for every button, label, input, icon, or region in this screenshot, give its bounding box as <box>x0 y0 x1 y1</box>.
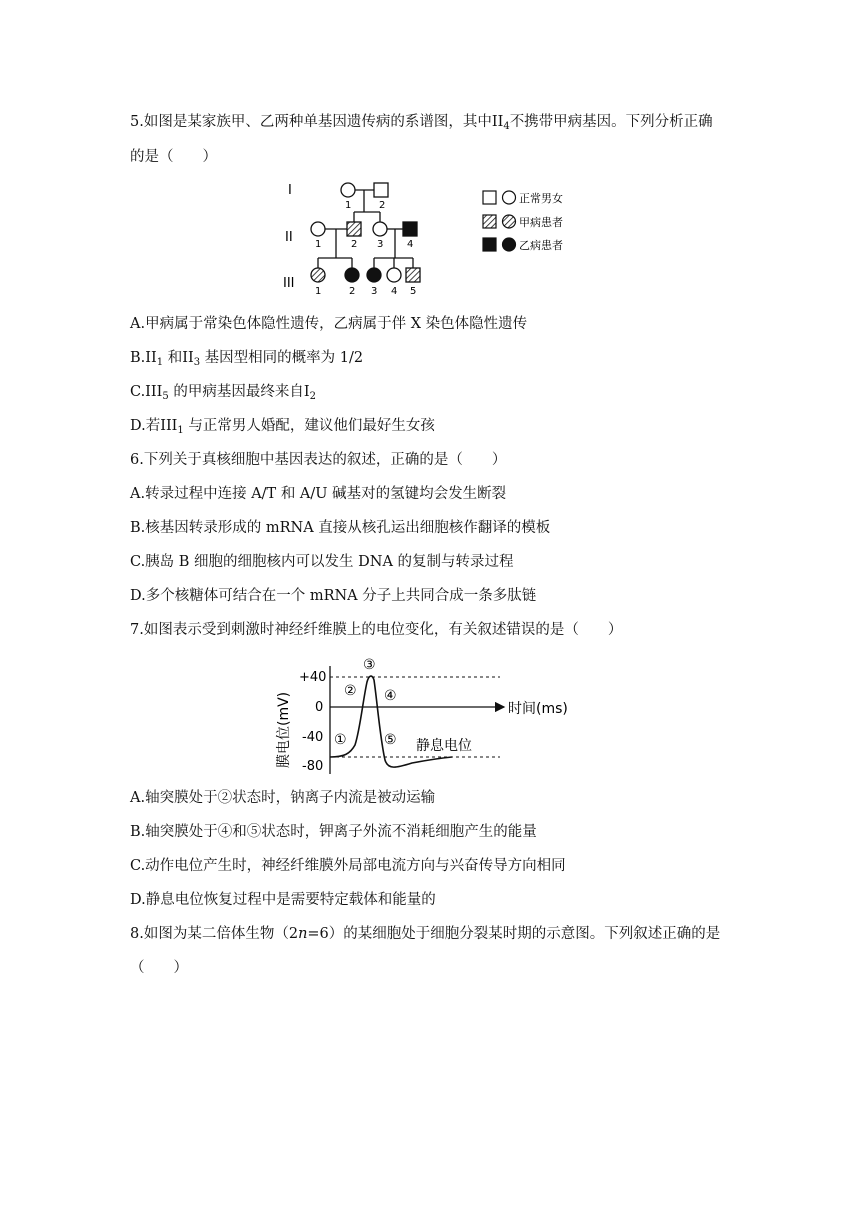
legend-disease-A-female-icon <box>503 215 516 228</box>
q5-stem-symbol: II <box>491 114 504 130</box>
q5-option-c <box>130 382 316 402</box>
q6-option-a: A.转录过程中连接 A/T 和 A/U 碱基对的氢键均会发生断裂 <box>130 486 507 502</box>
legend-disease-A-label: 甲病患者 <box>519 216 563 229</box>
pedigree-III-5-male-disease-A <box>406 268 420 282</box>
q7-option-a: A.轴突膜处于②状态时，钠离子内流是被动运输 <box>130 790 436 806</box>
q5-b-sub2: 3 <box>193 357 201 368</box>
pedigree-III-1-female-disease-A <box>311 268 325 282</box>
pedigree-II-3-female <box>373 222 387 236</box>
id-I-2: 2 <box>379 200 386 211</box>
ytick-minus80: -80 <box>302 759 324 774</box>
y-axis-label: 膜电位(mV) <box>276 691 292 768</box>
q5-stem-subscript: 4 <box>503 121 510 132</box>
q6-stem: 6.下列关于真核细胞中基因表达的叙述，正确的是（ ） <box>130 452 507 468</box>
q5-c-sub2: 2 <box>309 391 316 402</box>
pedigree-I-2-male <box>374 183 388 197</box>
q8-stem-b: =6）的某细胞处于细胞分裂某时期的示意图。下列叙述正确的是 <box>307 926 721 942</box>
id-II-2: 2 <box>351 239 358 250</box>
q7-option-d: D.静息电位恢复过程中是需要特定载体和能量的 <box>130 892 436 908</box>
pedigree-III-3-female-disease-B <box>367 268 381 282</box>
q5-b-post: 基因型相同的概率为 1/2 <box>200 350 364 366</box>
id-III-1: 1 <box>315 286 322 297</box>
marker-4: ④ <box>384 688 397 704</box>
q5-d-sub: 1 <box>177 425 184 436</box>
legend-disease-A-male-icon <box>483 215 496 228</box>
marker-1: ① <box>334 732 347 748</box>
q8-stem-a: 8.如图为某二倍体生物（2 <box>130 926 299 942</box>
pedigree-II-4-male-disease-B <box>403 222 417 236</box>
id-II-1: 1 <box>315 239 322 250</box>
gen-label-II: II <box>285 230 293 245</box>
legend-normal-label: 正常男女 <box>519 192 563 205</box>
id-III-3: 3 <box>371 286 378 297</box>
pedigree-legend <box>483 191 563 252</box>
q8-stem-n: n <box>298 926 308 942</box>
q5-d-post: 与正常男人婚配，建议他们最好生女孩 <box>183 418 435 434</box>
id-III-2: 2 <box>349 286 356 297</box>
pedigree-II-1-female <box>311 222 325 236</box>
id-II-3: 3 <box>377 239 384 250</box>
q5-c-pre: C.III <box>130 384 163 400</box>
resting-potential-annotation: 静息电位 <box>416 738 472 754</box>
pedigree-figure <box>280 178 580 308</box>
q5-stem-line1 <box>130 112 713 132</box>
q6-option-d: D.多个核糖体可结合在一个 mRNA 分子上共同合成一条多肽链 <box>130 588 537 604</box>
q5-d-pre: D.若III <box>130 418 178 434</box>
legend-normal-female-icon <box>503 191 516 204</box>
membrane-potential-graph <box>272 650 592 774</box>
gen-label-I: I <box>288 183 292 198</box>
q6-option-c: C.胰岛 B 细胞的细胞核内可以发生 DNA 的复制与转录过程 <box>130 554 514 570</box>
pedigree-I-1-female <box>341 183 355 197</box>
pedigree-II-2-male-disease-A <box>347 222 361 236</box>
marker-5: ⑤ <box>384 732 397 748</box>
marker-3: ③ <box>363 657 376 673</box>
q6-option-b: B.核基因转录形成的 mRNA 直接从核孔运出细胞核作翻译的模板 <box>130 520 551 536</box>
q5-option-a: A.甲病属于常染色体隐性遗传，乙病属于伴 X 染色体隐性遗传 <box>130 316 528 332</box>
ytick-0: 0 <box>315 700 324 715</box>
id-III-5: 5 <box>410 286 417 297</box>
q7-option-b: B.轴突膜处于④和⑤状态时，钾离子外流不消耗细胞产生的能量 <box>130 824 537 840</box>
q5-stem-line2: 的是（ ） <box>130 149 217 165</box>
q5-option-d <box>130 416 435 436</box>
q7-stem: 7.如图表示受到刺激时神经纤维膜上的电位变化，有关叙述错误的是（ ） <box>130 622 623 638</box>
q5-b-mid: 和II <box>163 350 194 366</box>
q5-c-sub1: 5 <box>162 391 169 402</box>
marker-2: ② <box>344 683 357 699</box>
x-axis-label: 时间(ms) <box>508 701 568 717</box>
legend-disease-B-female-icon <box>503 238 516 251</box>
gen-label-III: III <box>283 276 295 291</box>
q5-stem-text-b: 不携带甲病基因。下列分析正确 <box>509 114 713 130</box>
ytick-plus40: +40 <box>299 670 327 685</box>
q5-option-b <box>130 348 363 368</box>
legend-disease-B-label: 乙病患者 <box>519 239 563 252</box>
q5-stem-text-a: 5.如图是某家族甲、乙两种单基因遗传病的系谱图，其中 <box>130 114 492 130</box>
q8-stem-line1 <box>130 924 720 944</box>
q5-b-pre: B.II <box>130 350 157 366</box>
id-I-1: 1 <box>345 200 352 211</box>
q5-b-sub1: 1 <box>156 357 164 368</box>
q7-option-c: C.动作电位产生时，神经纤维膜外局部电流方向与兴奋传导方向相同 <box>130 858 566 874</box>
id-II-4: 4 <box>407 239 414 250</box>
legend-normal-male-icon <box>483 191 496 204</box>
pedigree-III-4-female <box>387 268 401 282</box>
q5-c-mid: 的甲病基因最终来自I <box>168 384 310 400</box>
legend-disease-B-male-icon <box>483 238 496 251</box>
pedigree-III-2-female-disease-B <box>345 268 359 282</box>
ytick-minus40: -40 <box>302 730 324 745</box>
q8-stem-line2: （ ） <box>130 960 188 976</box>
id-III-4: 4 <box>391 286 398 297</box>
